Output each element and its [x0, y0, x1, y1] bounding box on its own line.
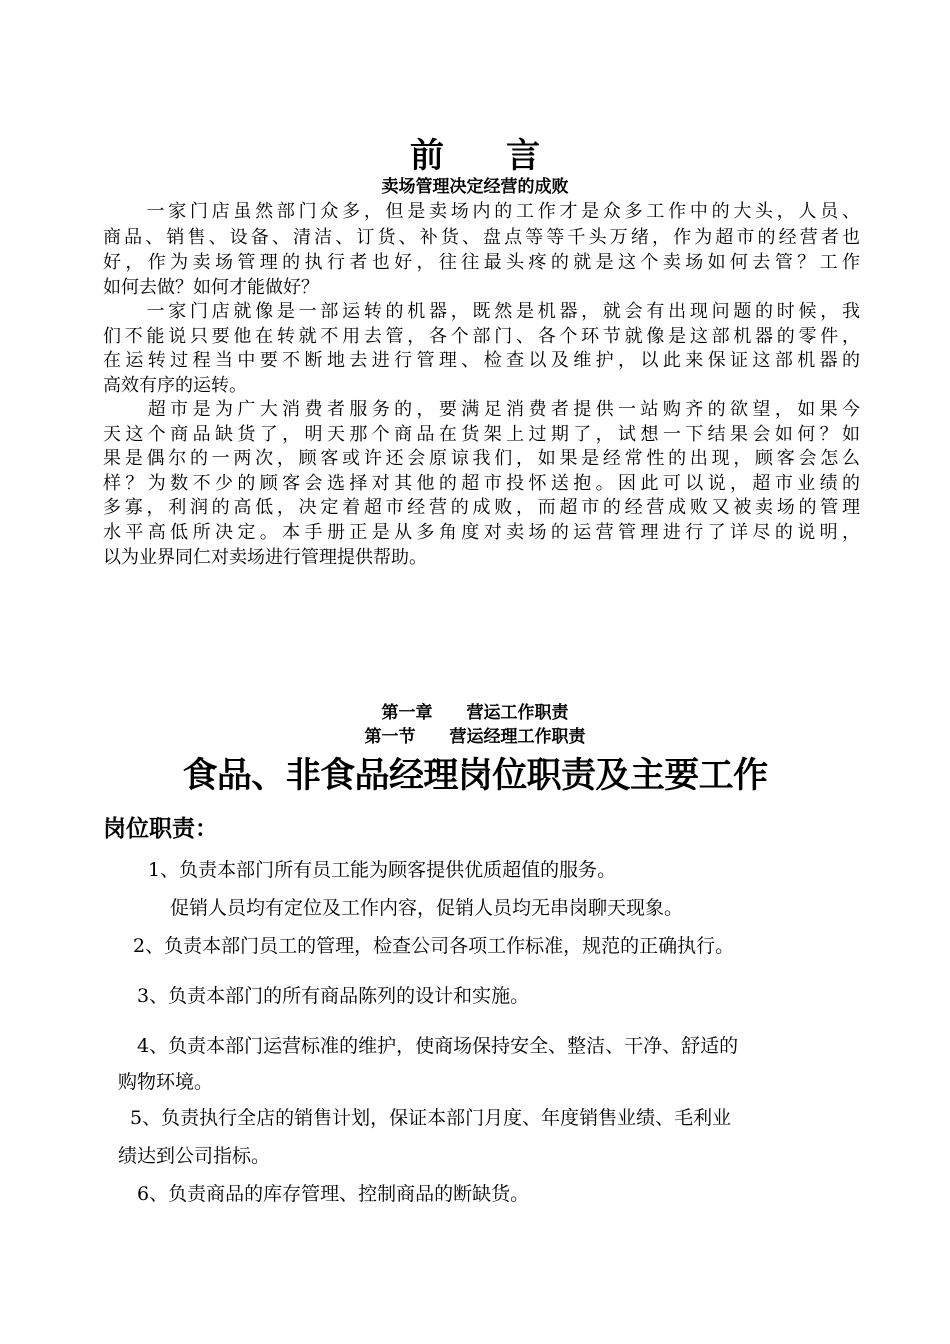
preface-paragraph-line: 好，作为卖场管理的执行者也好，往往最头疼的就是这个卖场如何去管？工作 — [103, 252, 865, 273]
preface-paragraph-line: 在运转过程当中要不断地去进行管理、检查以及维护，以此来保证这部机器的 — [103, 350, 865, 371]
duty-heading: 岗位职责： — [103, 816, 218, 842]
preface-paragraph-line: 们不能说只要他在转就不用去管，各个部门、各个环节就像是这部机器的零件， — [103, 326, 864, 347]
duty-item: 2、负责本部门员工的管理，检查公司各项工作标准，规范的正确执行。 — [133, 935, 735, 957]
preface-paragraph-line: 果是偶尔的一两次，顾客或许还会原谅我们，如果是经常性的出现，顾客会怎么 — [103, 448, 864, 469]
main-title: 食品、非食品经理岗位职责及主要工作 — [182, 756, 768, 796]
preface-title — [0, 128, 950, 177]
preface-paragraph-line: 样？为数不少的顾客会选择对其他的超市投怀送抱。因此可以说，超市业绩的 — [103, 473, 865, 494]
chapter-number: 第一章 — [381, 703, 433, 723]
duty-item: 4、负责本部门运营标准的维护，使商场保持安全、整洁、干净、舒适的 — [137, 1035, 739, 1057]
preface-title-right: 言 — [506, 136, 540, 176]
preface-paragraph-line: 天这个商品缺货了，明天那个商品在货架上过期了，试想一下结果会如何？如 — [103, 424, 865, 445]
section-name: 营运经理工作职责 — [449, 727, 586, 747]
chapter-heading — [0, 698, 950, 723]
preface-subtitle: 卖场管理决定经营的成败 — [381, 177, 569, 197]
duty-item: 6、负责商品的库存管理、控制商品的断缺货。 — [137, 1183, 530, 1205]
preface-paragraph-line: 商品、销售、设备、清洁、订货、补货、盘点等等千头万绪，作为超市的经营者也 — [103, 227, 864, 248]
section-heading — [0, 722, 950, 747]
duty-item: 绩达到公司指标。 — [118, 1145, 271, 1167]
preface-paragraph-line: 多寡，利润的高低，决定着超市经营的成败，而超市的经营成败又被卖场的管理 — [103, 497, 864, 518]
duty-item: 1、负责本部门所有员工能为顾客提供优质超值的服务。 — [148, 859, 617, 881]
chapter-name: 营运工作职责 — [466, 703, 569, 723]
preface-paragraph-line: 一家门店就像是一部运转的机器，既然是机器，就会有出现问题的时候，我 — [103, 301, 864, 322]
duty-item: 5、负责执行全店的销售计划，保证本部门月度、年度销售业绩、毛利业 — [130, 1107, 732, 1129]
preface-paragraph-line: 超市是为广大消费者服务的，要满足消费者提供一站购齐的欲望，如果今 — [103, 399, 865, 420]
duty-item: 促销人员均有定位及工作内容，促销人员均无串岗聊天现象。 — [170, 897, 684, 919]
preface-paragraph-line: 如何去做？如何才能做好？ — [103, 277, 319, 298]
section-number: 第一节 — [364, 727, 416, 747]
duty-item: 购物环境。 — [118, 1071, 214, 1093]
preface-paragraph-line: 以为业界同仁对卖场进行管理提供帮助。 — [103, 547, 427, 568]
duty-item: 3、负责本部门的所有商品陈列的设计和实施。 — [137, 985, 530, 1007]
preface-title-left: 前 — [410, 136, 444, 176]
preface-paragraph-line: 水平高低所决定。本手册正是从多角度对卖场的运营管理进行了详尽的说明， — [103, 522, 865, 543]
preface-paragraph-line: 高效有序的运转。 — [103, 375, 247, 396]
preface-paragraph-line: 一家门店虽然部门众多，但是卖场内的工作才是众多工作中的大头，人员、 — [103, 201, 864, 222]
